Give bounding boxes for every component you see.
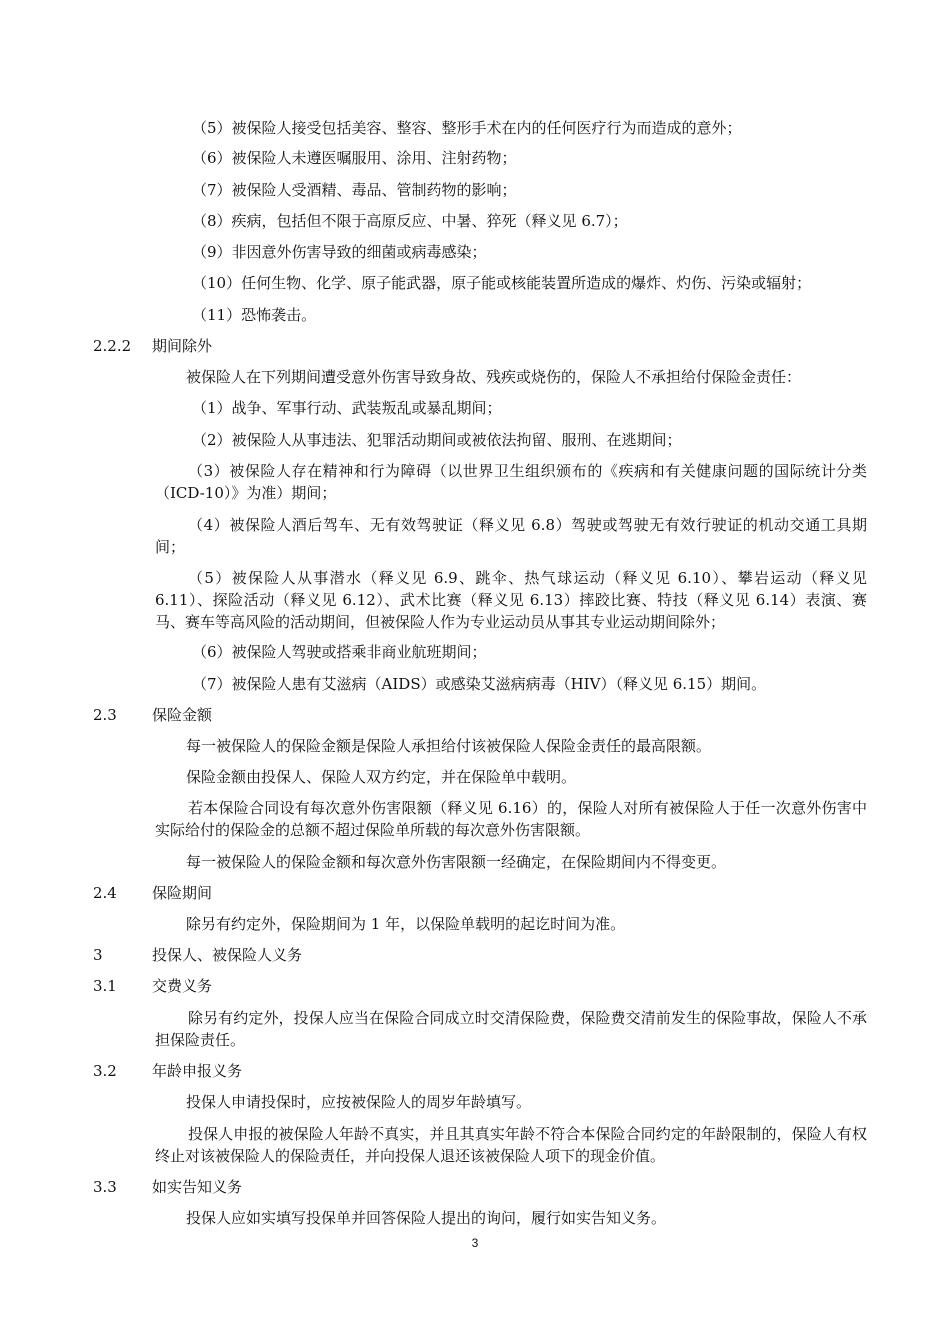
section-number: 3.3 [93, 1178, 117, 1196]
section-title: 如实告知义务 [152, 1178, 243, 1196]
list-item: （6）被保险人驾驶或搭乘非商业航班期间； [192, 643, 487, 661]
paragraph: 除另有约定外，投保人应当在保险合同成立时交清保险费，保险费交清前发生的保险事故，保险人不承担保险责任。 [155, 1009, 867, 1049]
list-item: （9）非因意外伤害导致的细菌或病毒感染； [192, 243, 487, 261]
section-number: 3.2 [93, 1062, 117, 1080]
list-item: （4）被保险人酒后驾车、无有效驾驶证（释义见 6.8）驾驶或驾驶无有效行驶证的机动交通工具期间； [155, 516, 867, 556]
section-number: 3.1 [93, 977, 117, 995]
list-item: （11）恐怖袭击。 [192, 306, 317, 324]
list-item: （3）被保险人存在精神和行为障碍（以世界卫生组织颁布的《疾病和有关健康问题的国际统计分类（ICD-10）》为准）期间； [155, 462, 867, 502]
section-number: 2.3 [93, 706, 117, 724]
paragraph: 投保人申报的被保险人年龄不真实，并且其真实年龄不符合本保险合同约定的年龄限制的，保险人有权终止对该被保险人的保险责任，并向投保人退还该被保险人项下的现金价值。 [155, 1125, 867, 1165]
section-number: 2.2.2 [93, 337, 132, 355]
section-title: 保险金额 [152, 706, 213, 724]
list-item: （2）被保险人从事违法、犯罪活动期间或被依法拘留、服刑、在逃期间； [192, 431, 682, 449]
paragraph: 投保人应如实填写投保单并回答保险人提出的询问，履行如实告知义务。 [186, 1209, 667, 1227]
paragraph: 每一被保险人的保险金额和每次意外伤害限额一经确定，在保险期间内不得变更。 [186, 853, 727, 871]
section-title: 投保人、被保险人义务 [152, 946, 303, 964]
list-item: （1）战争、军事行动、武装叛乱或暴乱期间； [192, 399, 502, 417]
section-title: 期间除外 [152, 337, 213, 355]
list-item: （10）任何生物、化学、原子能武器，原子能或核能装置所造成的爆炸、灼伤、污染或辐射； [192, 274, 812, 292]
paragraph: 投保人申请投保时，应按被保险人的周岁年龄填写。 [186, 1093, 532, 1111]
paragraph: 若本保险合同设有每次意外伤害限额（释义见 6.16）的，保险人对所有被保险人于任一次意外伤害中实际给付的保险金的总额不超过保险单所载的每次意外伤害限额。 [155, 799, 867, 839]
section-title: 保险期间 [152, 884, 213, 902]
list-item: （5）被保险人接受包括美容、整容、整形手术在内的任何医疗行为而造成的意外； [192, 119, 742, 137]
paragraph: 被保险人在下列期间遭受意外伤害导致身故、残疾或烧伤的，保险人不承担给付保险金责任： [186, 368, 802, 386]
section-number: 3 [93, 946, 103, 964]
paragraph: 每一被保险人的保险金额是保险人承担给付该被保险人保险金责任的最高限额。 [186, 737, 712, 755]
page-number: 3 [471, 1236, 479, 1250]
list-item: （7）被保险人患有艾滋病（AIDS）或感染艾滋病病毒（HIV）（释义见 6.15）期间。 [192, 675, 767, 693]
list-item: （6）被保险人未遵医嘱服用、涂用、注射药物； [192, 149, 517, 167]
section-number: 2.4 [93, 884, 117, 902]
list-item: （7）被保险人受酒精、毒品、管制药物的影响； [192, 181, 517, 199]
paragraph: 保险金额由投保人、保险人双方约定，并在保险单中载明。 [186, 768, 577, 786]
section-title: 交费义务 [152, 977, 213, 995]
section-title: 年龄申报义务 [152, 1062, 243, 1080]
list-item: （5）被保险人从事潜水（释义见 6.9、跳伞、热气球运动（释义见 6.10）、攀岩运动（释义见 6.11）、探险活动（释义见 6.12）、武术比赛（释义见 6.13）摔跤比赛、特技（释义见 6.14）表演、赛马、赛车等高风险的活动期间，但被保险人作为专业运动员从事其专业运动期间除外； [155, 569, 867, 631]
list-item: （8）疾病，包括但不限于高原反应、中暑、猝死（释义见 6.7）； [192, 212, 628, 230]
paragraph: 除另有约定外，保险期间为 1 年，以保险单载明的起讫时间为准。 [186, 915, 626, 933]
